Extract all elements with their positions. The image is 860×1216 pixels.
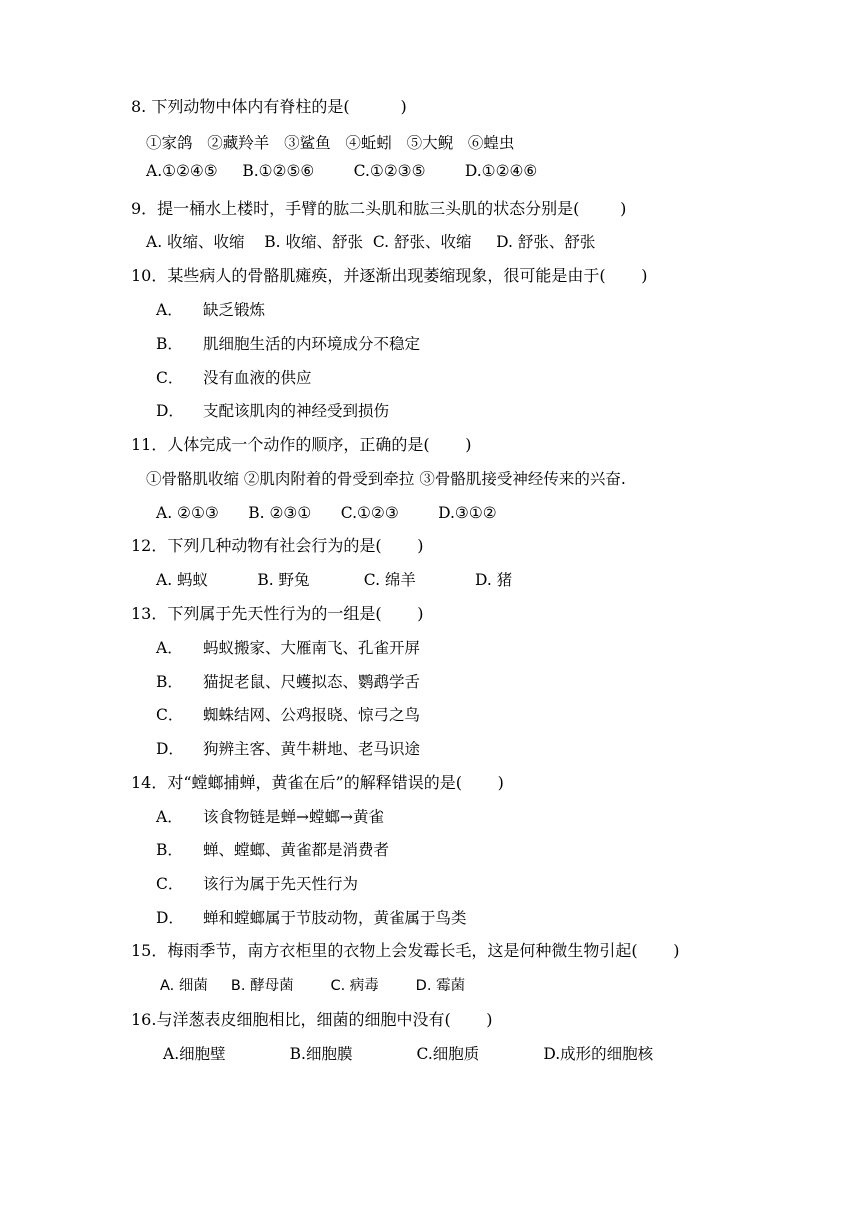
question-8-choices: A.①②④⑤ B.①②⑤⑥ C.①②③⑤ D.①②④⑥ bbox=[146, 162, 538, 180]
question-9-stem: 9．提一桶水上楼时，手臂的肱二头肌和肱三头肌的状态分别是( ) bbox=[131, 199, 627, 218]
option-text: 猫捉老鼠、尺蠖拟态、鹦鹉学舌 bbox=[203, 673, 421, 691]
option-label: A． bbox=[156, 301, 183, 319]
option-label: C． bbox=[156, 706, 184, 724]
option-label: B． bbox=[156, 335, 183, 353]
option-text: 该食物链是蝉→螳螂→黄雀 bbox=[203, 808, 384, 826]
question-11-choices: A. ②①③ B. ②③① C.①②③ D.③①② bbox=[156, 504, 497, 522]
question-11-stem: 11．人体完成一个动作的顺序，正确的是( ) bbox=[131, 435, 472, 454]
option-label: B． bbox=[156, 841, 183, 859]
option-label: B． bbox=[156, 673, 183, 691]
option-text: 该行为属于先天性行为 bbox=[203, 875, 359, 893]
question-12-stem: 12．下列几种动物有社会行为的是( ) bbox=[131, 536, 424, 555]
question-11-items: ①骨骼肌收缩 ②肌肉附着的骨受到牵拉 ③骨骼肌接受神经传来的兴奋. bbox=[146, 470, 626, 488]
option-label: D． bbox=[156, 909, 184, 927]
option-label: D． bbox=[156, 402, 184, 420]
option-label: A． bbox=[156, 808, 183, 826]
option-label: C． bbox=[156, 875, 184, 893]
option-text: 缺乏锻炼 bbox=[203, 301, 266, 319]
option-label: A． bbox=[156, 639, 183, 657]
question-10-stem: 10．某些病人的骨骼肌瘫痪，并逐渐出现萎缩现象，很可能是由于( ) bbox=[131, 266, 648, 285]
option-text: 蝉和螳螂属于节肢动物，黄雀属于鸟类 bbox=[203, 909, 467, 927]
question-12-choices: A. 蚂蚁 B. 野兔 C. 绵羊 D. 猪 bbox=[156, 571, 513, 589]
option-text: 没有血液的供应 bbox=[203, 369, 312, 387]
question-15-stem: 15．梅雨季节，南方衣柜里的衣物上会发霉长毛，这是何种微生物引起( ) bbox=[131, 941, 680, 960]
question-14-stem: 14．对“螳螂捕蝉，黄雀在后”的解释错误的是( ) bbox=[131, 773, 504, 792]
question-9-choices: A. 收缩、收缩 B. 收缩、舒张 C. 舒张、收缩 D. 舒张、舒张 bbox=[146, 233, 596, 251]
option-text: 蜘蛛结网、公鸡报晓、惊弓之鸟 bbox=[203, 706, 421, 724]
question-15-choices: A. 细菌 B. 酵母菌 C. 病毒 D. 霉菌 bbox=[160, 978, 466, 994]
question-16-stem: 16.与洋葱表皮细胞相比，细菌的细胞中没有( ) bbox=[131, 1010, 493, 1029]
option-label: D． bbox=[156, 740, 184, 758]
question-8-stem: 8. 下列动物中体内有脊柱的是( ) bbox=[131, 97, 407, 116]
question-16-choices: A.细胞壁 B.细胞膜 C.细胞质 D.成形的细胞核 bbox=[163, 1045, 654, 1063]
option-text: 蚂蚁搬家、大雁南飞、孔雀开屏 bbox=[203, 639, 421, 657]
option-label: C． bbox=[156, 369, 184, 387]
question-8-items: ①家鸽 ②藏羚羊 ③鲨鱼 ④蚯蚓 ⑤大鲵 ⑥蝗虫 bbox=[146, 134, 515, 152]
option-text: 支配该肌肉的神经受到损伤 bbox=[203, 402, 390, 420]
option-text: 肌细胞生活的内环境成分不稳定 bbox=[203, 335, 421, 353]
question-13-stem: 13．下列属于先天性行为的一组是( ) bbox=[131, 604, 424, 623]
option-text: 蝉、螳螂、黄雀都是消费者 bbox=[203, 841, 390, 859]
option-text: 狗辨主客、黄牛耕地、老马识途 bbox=[203, 740, 421, 758]
